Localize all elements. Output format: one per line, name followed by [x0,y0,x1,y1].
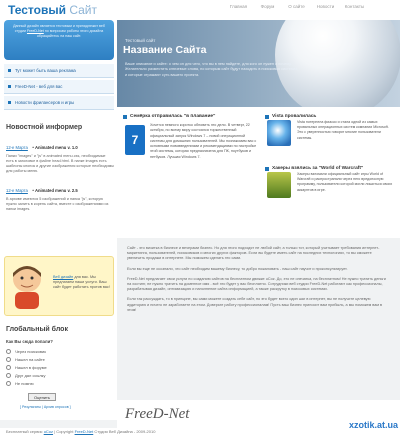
nav-forum[interactable]: Форум [260,4,275,9]
wow-logo-icon [267,172,291,198]
radio-button[interactable] [6,365,11,370]
news-columns [117,110,400,240]
site-title-part2: Сайт [69,3,98,17]
promo-text [53,275,111,290]
poll-option[interactable] [6,371,114,379]
article-paragraph: Если так рассуждать, то в принципе, вы сами можете создать себе сайт, но это будет всего один шаг в интернет, вы не получите целевую аудиторию и ничего не заработаете на этом. Доверьте работу профессионалам! Пусть ваш бизнес приносит вам прибыль, а мы поможем вам в этом! [127,297,383,312]
poll-option-label: Нашел в форуме [15,364,47,370]
left-link-label: Новости фрилансеров и игры [15,100,75,105]
news-title: Новостной информер [6,124,83,131]
bullet-icon [8,85,11,88]
nav-home[interactable]: Главная [229,4,248,9]
intro-text [9,24,109,39]
left-link-freednet[interactable] [4,80,114,94]
promo-desc: для вас. Мы предлагаем наши услуги. Ваш сайт будет работать против вас! [53,275,110,289]
left-link-label: FreeD-Net - веб для вас [15,84,63,89]
article-paragraph: Если вы еще не осознали, что сайт необходим вашему бизнесу, то добро пожаловать - наш сайт научит и проконсультирует. [127,266,348,271]
top-nav [224,4,369,9]
news-head: • Animated menu v. 2.5 [32,188,78,193]
intro-text-part2: по вопросам работы этого дизайна обращайтесь на наш сайт. [36,29,104,38]
article-title-text: Семёрка отправилась "в плавание" [130,114,216,119]
footer-text-part: Студия Веб Дизайна - 2009-2010 [94,429,156,434]
nav-contacts[interactable]: Контакты [344,4,365,9]
promo-link[interactable]: Веб дизайн [53,275,74,279]
article-title-text: Хакеры взялись за "World of Warcraft" [272,166,364,171]
poll-option[interactable] [6,379,114,387]
watermark: xzotik.at.ua [348,420,398,430]
footer-link-ucoz[interactable]: uCoz [43,429,54,434]
freednet-logo[interactable]: FreeD-Net [125,406,190,422]
article-title-text: Vista провалилась [272,114,317,119]
bullet-icon [265,115,269,119]
radio-button[interactable] [6,349,11,354]
news-item [6,179,114,212]
vote-button[interactable]: Оценить [28,393,56,401]
hero-banner [117,20,400,107]
bullet-icon [123,115,127,119]
intro-text-part1: Данный дизайн является тестовым и принадлежит веб студии [13,24,105,33]
windows7-glyph: 7 [131,133,139,147]
article-text: Хакеры взломали официальный сайт игры World of Warcraft и распространяли через него вредоносную программу, пользователи которой могли лишиться своих аккаунтов в игре. [297,172,393,192]
footer-text [6,429,155,434]
nav-about[interactable]: О сайте [288,4,305,9]
article-text: Хочется немного коротко обновить это дело. В четверг, 22 октября, по всему миру состоялся торжественный официальный запуск Windows 7 – новой операционной системы для домашних пользователей. Мы познакомим вас с основными нововведениями и рекомендациями по настройке этой системы, которая предназначена для ПК, ноутбуков и нетбуков. Лучшая Windows 7. [150,123,257,159]
face-illustration-icon [10,265,44,309]
hero-title: Название Сайта [123,44,207,56]
footer-text-part: | Copyright [54,429,74,434]
article-wow [265,166,395,210]
site-title[interactable] [8,3,97,17]
bullet-icon [8,101,11,104]
article-vista [265,114,395,158]
top-bar [0,0,400,20]
poll-option[interactable] [6,363,114,371]
hero-description: Ваше описание и сайте: о чем он для чего, что вы в нем найдете, для кого он нужен и почему. Желательно разместить ключевые слова, по которым сайт будут находить в поисковых системах, и которые отражают суть вашего проекта. [125,62,299,77]
left-link-news[interactable] [4,96,114,110]
main-article [117,238,400,400]
footer-text-part: Бесплатный сервис [6,429,43,434]
article-title[interactable] [265,114,395,119]
news-date[interactable]: 12-е Марта [6,145,28,150]
radio-button[interactable] [6,381,11,386]
footer [0,428,400,438]
article-title[interactable] [123,114,259,119]
poll-links[interactable]: [ Результаты | Архив опросов ] [20,405,71,409]
footer-link-freednet[interactable]: FreeD-Net [74,429,94,434]
poll-option[interactable] [6,355,114,363]
news-item [6,136,114,174]
news-text: В архиве имеются 5 изображений и папка "js", которую нужно залить в корень сайта, вместе с изображениями из папки images. [6,197,109,211]
article-text: Vista потерпела фиаско и стала одной из самых провальных операционных систем компании Microsoft. Это с уверенностью говорят многие пользователи системы. [297,120,389,140]
news-head: • Animated menu v. 1.0 [32,145,78,150]
vista-logo-icon [267,120,291,146]
intro-link[interactable]: FreeD-Net [26,29,44,33]
article-windows7 [123,114,259,160]
left-links [4,64,114,112]
radio-button[interactable] [6,373,11,378]
news-informer [6,124,114,217]
left-link-ads[interactable] [4,64,114,78]
poll-option-label: Друг дал ссылку [15,372,46,378]
promo-box [4,256,114,316]
left-column [0,20,117,430]
windows7-logo-icon [125,125,145,155]
hero-subtitle: Тестовый сайт [125,38,156,43]
poll-title: Глобальный блок [6,326,68,333]
article-paragraph: Сайт - это визитка в бизнесе и вечерами бизнес. Но для этого подходят не любой сайт, а только тот, который учитывает требования интернет-маркетинга, пользователей, поисковиков и многих других факторов. Если вы будете иметь сайт на последних технологиях, то вы сможете увеличить продажи в интернете. Мы поможем сделать это сами. [127,246,380,261]
poll-option[interactable] [6,347,114,355]
site-title-part1: Тестовый [8,3,66,17]
radio-button[interactable] [6,357,11,362]
news-date[interactable]: 12-е Марта [6,188,28,193]
poll-option-label: Через поисковик [15,348,46,354]
article-title[interactable] [265,166,395,171]
news-text: Папки "images" и "js" в animated menu.css, необходимые есть в заголовке в файле head.html. В папке images есть шаблоны кнопок и другие изображения которые необходимы для работы меню. [6,154,114,173]
intro-box [4,20,114,60]
poll-option-label: Не помню [15,380,34,386]
nav-news[interactable]: Новости [316,4,335,9]
article-paragraph: FreeD-Net предлагает свои услуги по созданию сайтов на бесплатном движке uCoz. До, это не опечатка, на бесплатном! Не нужно тратить деньги на хостинг, не нужно тратить на доменное имя - всё это будет у вас бесплатно. Сотрудники веб студии FreeD-Net работают как профессионалы, разрабатывая дизайн, оптимизацию и наполнение сайта информацией, а также раскрутку в поисковых системах. [127,276,386,292]
bullet-icon [8,69,11,72]
side-articles [265,114,395,218]
left-link-label: Тут может быть ваша реклама [15,68,76,73]
poll-question: Как Вы сюда попали? [6,339,53,344]
poll-option-label: Нашел на сайте [15,356,45,362]
poll-block [6,326,114,409]
bullet-icon [265,167,269,171]
